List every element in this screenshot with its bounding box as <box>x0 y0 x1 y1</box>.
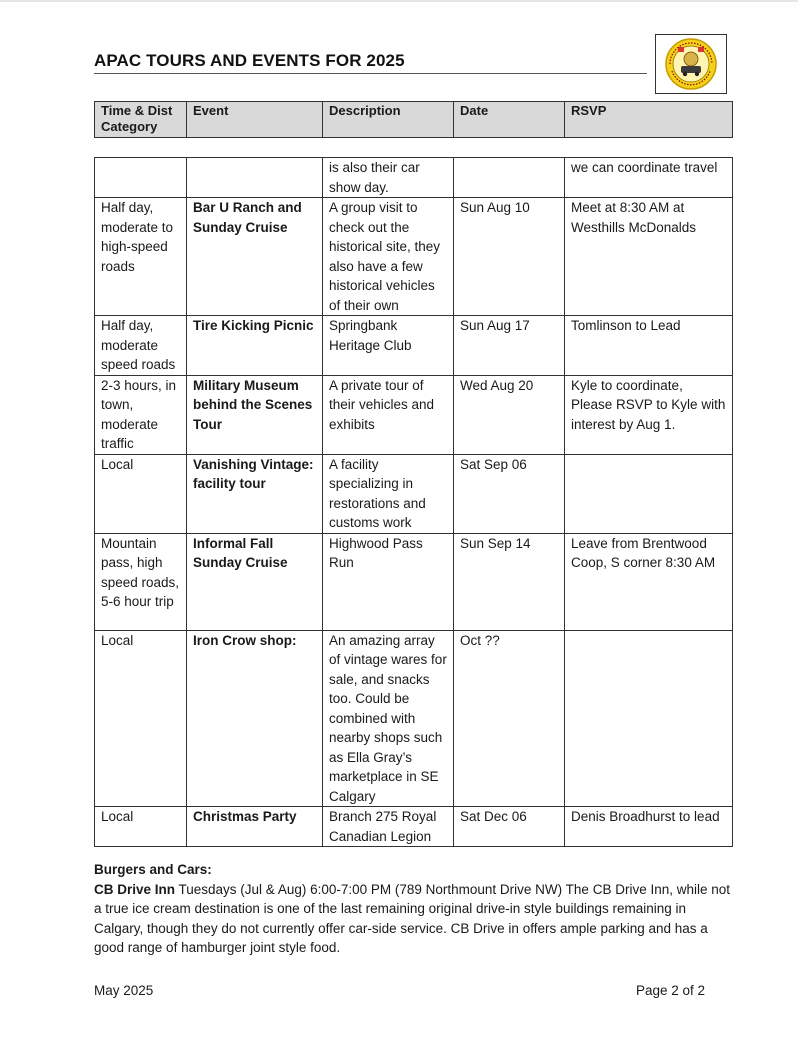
cell-description: Springbank Heritage Club <box>323 316 454 376</box>
cell-event: Tire Kicking Picnic <box>187 316 323 376</box>
title-underline <box>94 73 647 74</box>
cell-rsvp: Leave from Brentwood Coop, S corner 8:30 AM <box>565 533 733 630</box>
cell-rsvp: Kyle to coordinate, Please RSVP to Kyle with interest by Aug 1. <box>565 375 733 454</box>
cell-rsvp: Denis Broadhurst to lead <box>565 807 733 847</box>
burgers-and-cars-section <box>94 860 734 958</box>
cell-time: Half day, moderate to high-speed roads <box>95 198 187 316</box>
cell-rsvp: Tomlinson to Lead <box>565 316 733 376</box>
cell-rsvp <box>565 454 733 533</box>
cell-time: Half day, moderate speed roads <box>95 316 187 376</box>
cell-date <box>454 158 565 198</box>
cell-rsvp: we can coordinate travel <box>565 158 733 198</box>
table-row <box>95 630 733 807</box>
table-row <box>95 316 733 376</box>
cell-event: Bar U Ranch and Sunday Cruise <box>187 198 323 316</box>
cell-description: An amazing array of vintage wares for sale, and snacks too. Could be combined with nearby shops such as Ella Gray’s marketplace in SE Calgary <box>323 630 454 807</box>
burgers-paragraph <box>94 880 734 958</box>
cell-description: A group visit to check out the historical site, they also have a few historical vehicles of their own <box>323 198 454 316</box>
events-table-header <box>94 101 733 138</box>
header-event: Event <box>187 102 323 138</box>
table-row <box>95 533 733 630</box>
club-logo-icon <box>656 35 726 93</box>
header-date: Date <box>454 102 565 138</box>
cell-rsvp <box>565 630 733 807</box>
header-description: Description <box>323 102 454 138</box>
table-row <box>95 158 733 198</box>
cell-date: Sun Aug 10 <box>454 198 565 316</box>
cell-rsvp: Meet at 8:30 AM at Westhills McDonalds <box>565 198 733 316</box>
cell-event: Military Museum behind the Scenes Tour <box>187 375 323 454</box>
cell-date: Wed Aug 20 <box>454 375 565 454</box>
top-edge-line <box>0 0 798 2</box>
cell-time: Local <box>95 807 187 847</box>
events-table <box>94 157 733 847</box>
cell-event: Iron Crow shop: <box>187 630 323 807</box>
cell-time: Local <box>95 454 187 533</box>
table-row <box>95 375 733 454</box>
cell-event: Vanishing Vintage: facility tour <box>187 454 323 533</box>
cell-description: Branch 275 Royal Canadian Legion <box>323 807 454 847</box>
cell-event <box>187 158 323 198</box>
cell-description: A private tour of their vehicles and exhibits <box>323 375 454 454</box>
burgers-text: Tuesdays (Jul & Aug) 6:00-7:00 PM (789 Northmount Drive NW) The CB Drive Inn, while not a true ice cream destination is one of the last remaining original drive-in style buildings remaining in Calgary, though they do not currently offer car-side service. CB Drive in offers ample parking and has a good range of hamburger joint style food. <box>94 881 730 955</box>
burgers-venue: CB Drive Inn <box>94 881 176 897</box>
cell-description: is also their car show day. <box>323 158 454 198</box>
cell-time: 2-3 hours, in town, moderate traffic <box>95 375 187 454</box>
cell-date: Sat Sep 06 <box>454 454 565 533</box>
header-time-dist: Time & Dist Category <box>95 102 187 138</box>
cell-event: Christmas Party <box>187 807 323 847</box>
footer-page-number: Page 2 of 2 <box>635 983 705 998</box>
cell-date: Sun Aug 17 <box>454 316 565 376</box>
footer-date: May 2025 <box>94 983 154 998</box>
cell-date: Oct ?? <box>454 630 565 807</box>
table-row <box>95 454 733 533</box>
cell-description: Highwood Pass Run <box>323 533 454 630</box>
burgers-heading: Burgers and Cars: <box>94 862 212 877</box>
cell-date: Sat Dec 06 <box>454 807 565 847</box>
header-rsvp: RSVP <box>565 102 733 138</box>
table-row <box>95 198 733 316</box>
cell-description: A facility specializing in restorations and customs work <box>323 454 454 533</box>
cell-time <box>95 158 187 198</box>
cell-date: Sun Sep 14 <box>454 533 565 630</box>
table-row <box>95 807 733 847</box>
page-title: APAC TOURS AND EVENTS FOR 2025 <box>94 51 405 70</box>
club-logo <box>655 34 727 94</box>
cell-time: Local <box>95 630 187 807</box>
cell-time: Mountain pass, high speed roads, 5-6 hour trip <box>95 533 187 630</box>
cell-event: Informal Fall Sunday Cruise <box>187 533 323 630</box>
